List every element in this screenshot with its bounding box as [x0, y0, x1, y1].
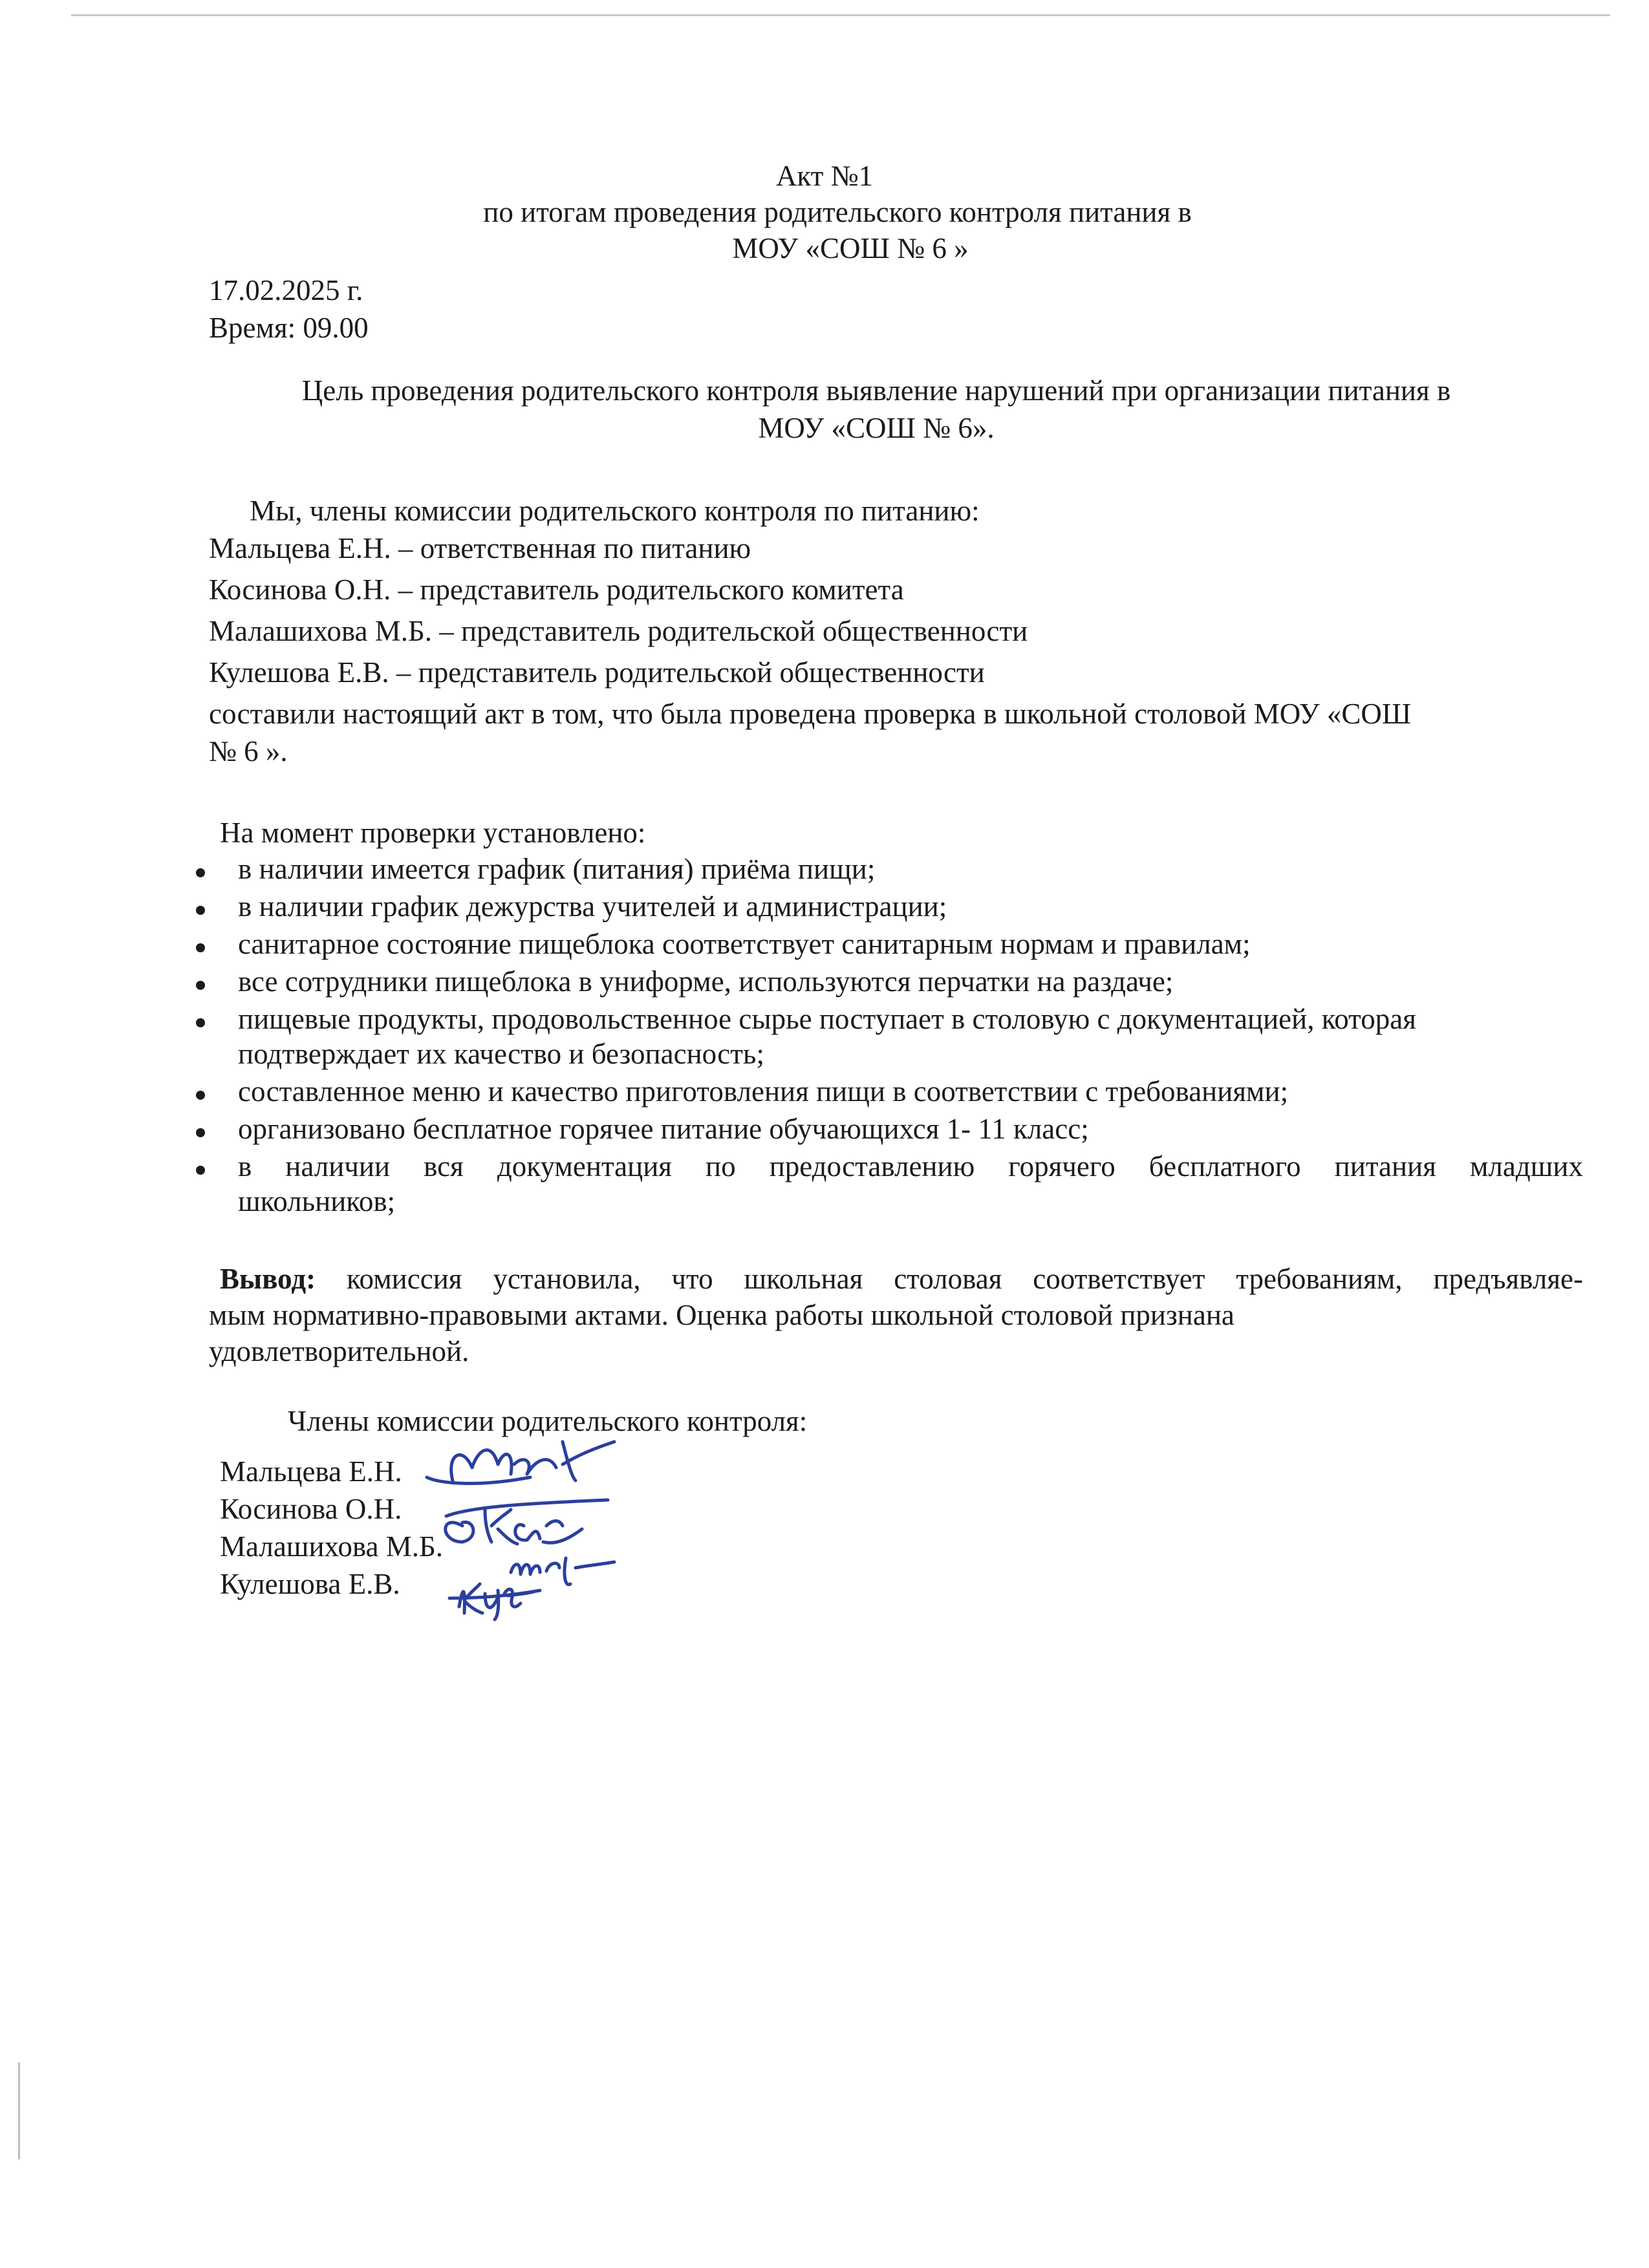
commission-statement-line-1: составили настоящий акт в том, что была проведена проверка в школьной столовой МОУ «СОШ: [209, 698, 1412, 730]
signatory-name: Мальцева Е.Н.: [220, 1455, 402, 1488]
scan-border-line: [71, 14, 1610, 16]
purpose-line-2: МОУ «СОШ № 6».: [758, 412, 995, 444]
commission-member: Мальцева Е.Н. – ответственная по питанию: [209, 532, 751, 564]
purpose-line-1: Цель проведения родительского контроля выявление нарушений при организации питания в: [301, 374, 1451, 407]
document-date: 17.02.2025 г.: [209, 274, 363, 306]
finding-item: в наличии имеется график (питания) приёма пищи;: [238, 853, 876, 885]
finding-item-continuation: школьников;: [238, 1185, 396, 1217]
signatory-name: Малашихова М.Б.: [220, 1530, 444, 1563]
commission-intro: Мы, члены комиссии родительского контроля по питанию:: [250, 495, 980, 527]
finding-item: все сотрудники пищеблока в униформе, используются перчатки на раздаче;: [238, 965, 1174, 998]
handwritten-signatures: [401, 1429, 673, 1623]
finding-item: в наличии вся документация по предоставлению горячего бесплатного питания младших: [238, 1150, 1583, 1182]
bullet-icon: [196, 1128, 205, 1137]
bullet-icon: [196, 868, 205, 877]
bullet-icon: [196, 1091, 205, 1100]
bullet-icon: [196, 1166, 205, 1175]
bullet-icon: [196, 906, 205, 915]
signatures-heading: Члены комиссии родительского контроля:: [288, 1405, 808, 1437]
conclusion-line-3: удовлетворительной.: [209, 1335, 469, 1367]
document-title: Акт №1: [775, 160, 874, 192]
finding-item: организовано бесплатное горячее питание обучающихся 1- 11 класс;: [238, 1113, 1089, 1145]
finding-item: составленное меню и качество приготовления пищи в соответствии с требованиями;: [238, 1075, 1289, 1107]
conclusion-line-1: [220, 1262, 1583, 1296]
findings-intro: На момент проверки установлено:: [220, 817, 646, 849]
bullet-icon: [196, 943, 205, 952]
inspection-time: Время: 09.00: [209, 312, 369, 344]
finding-item: санитарное состояние пищеблока соответствует санитарным нормам и правилам;: [238, 928, 1251, 960]
bullet-icon: [196, 1018, 205, 1027]
conclusion-text: комиссия установила, что школьная столовая соответствует требованиям, предъявляе-: [346, 1263, 1583, 1295]
commission-statement-line-2: № 6 ».: [209, 735, 288, 767]
conclusion-line-2: мым нормативно-правовыми актами. Оценка работы школьной столовой признана: [209, 1299, 1234, 1331]
conclusion-label: Вывод:: [220, 1263, 316, 1295]
scan-edge-mark: [18, 2062, 20, 2159]
signatory-name: Косинова О.Н.: [220, 1493, 402, 1525]
commission-member: Кулешова Е.В. – представитель родительской общественности: [209, 656, 985, 689]
finding-item: в наличии график дежурства учителей и администрации;: [238, 890, 947, 923]
finding-item-continuation: подтверждает их качество и безопасность;: [238, 1038, 764, 1070]
commission-member: Косинова О.Н. – представитель родительского комитета: [209, 573, 904, 606]
signatory-name: Кулешова Е.В.: [220, 1568, 400, 1600]
finding-item: пищевые продукты, продовольственное сырье поступает в столовую с документацией, которая: [238, 1003, 1416, 1035]
document-subtitle: по итогам проведения родительского контроля питания в: [483, 196, 1192, 228]
commission-member: Малашихова М.Б. – представитель родительской общественности: [209, 615, 1028, 647]
school-name: МОУ «СОШ № 6 »: [732, 232, 969, 264]
bullet-icon: [196, 981, 205, 990]
